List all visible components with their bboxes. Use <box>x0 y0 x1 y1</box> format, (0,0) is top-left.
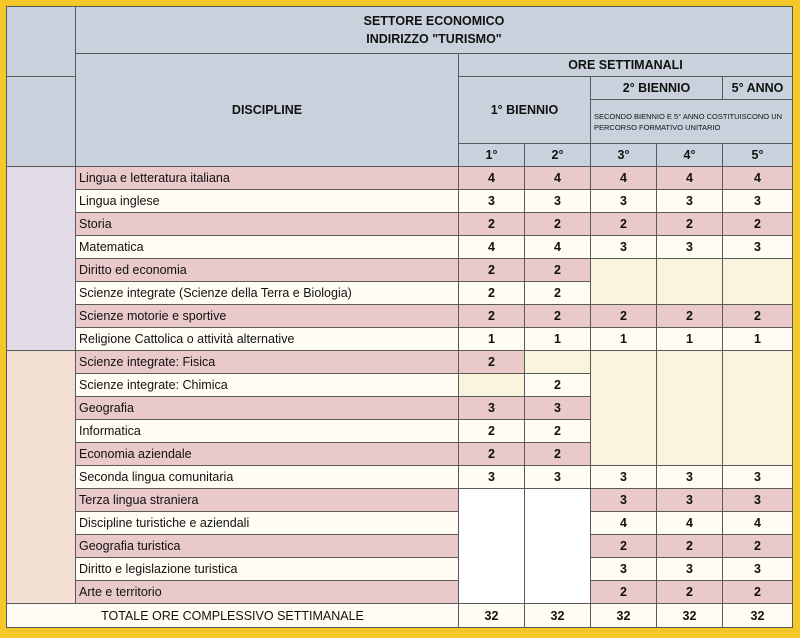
hours-cell: 4 <box>459 236 525 259</box>
subject-name: Discipline turistiche e aziendali <box>76 512 459 535</box>
hours-cell: 2 <box>525 259 591 282</box>
subject-name: Geografia <box>76 397 459 420</box>
hours-cell: 2 <box>657 305 723 328</box>
hours-cell: 2 <box>525 420 591 443</box>
hours-cell: 3 <box>525 466 591 489</box>
group-specifici <box>7 351 76 604</box>
subject-name: Lingua e letteratura italiana <box>76 167 459 190</box>
hours-cell: 3 <box>591 190 657 213</box>
subject-name: Scienze integrate (Scienze della Terra e Biologia) <box>76 282 459 305</box>
discipline-header: DISCIPLINE <box>76 54 459 167</box>
hours-cell: 2 <box>525 282 591 305</box>
hours-cell: 2 <box>459 351 525 374</box>
hours-cell: 3 <box>591 236 657 259</box>
subject-name: Informatica <box>76 420 459 443</box>
year-4: 4° <box>657 144 723 167</box>
hours-cell: 2 <box>459 420 525 443</box>
hours-cell: 3 <box>657 489 723 512</box>
hours-cell: 2 <box>459 259 525 282</box>
hours-cell: 4 <box>657 512 723 535</box>
year-3: 3° <box>591 144 657 167</box>
empty-cell <box>723 259 793 305</box>
total-cell: 32 <box>657 604 723 628</box>
hours-cell: 2 <box>723 581 793 604</box>
empty-cell <box>525 489 591 604</box>
hours-cell: 3 <box>657 190 723 213</box>
total-cell: 32 <box>525 604 591 628</box>
year-1: 1° <box>459 144 525 167</box>
hours-cell: 3 <box>657 466 723 489</box>
subject-name: Terza lingua straniera <box>76 489 459 512</box>
indirizzo-title: INDIRIZZO "TURISMO" <box>366 32 502 46</box>
hours-cell: 1 <box>591 328 657 351</box>
total-cell: 32 <box>459 604 525 628</box>
hours-cell: 2 <box>591 581 657 604</box>
hours-cell: 3 <box>459 466 525 489</box>
hours-cell: 4 <box>657 167 723 190</box>
hours-cell: 2 <box>459 213 525 236</box>
hours-cell: 2 <box>723 535 793 558</box>
subject-name: Scienze integrate: Fisica <box>76 351 459 374</box>
hours-cell: 1 <box>525 328 591 351</box>
hours-cell: 3 <box>591 489 657 512</box>
subject-name: Diritto ed economia <box>76 259 459 282</box>
hours-cell: 2 <box>459 305 525 328</box>
year-5: 5° <box>723 144 793 167</box>
hours-cell: 2 <box>459 282 525 305</box>
hours-cell: 2 <box>657 213 723 236</box>
empty-cell <box>459 374 525 397</box>
hours-cell: 2 <box>591 305 657 328</box>
ore-settimanali-header: ORE SETTIMANALI <box>459 54 793 77</box>
hours-cell: 4 <box>459 167 525 190</box>
subject-name: Lingua inglese <box>76 190 459 213</box>
hours-cell: 4 <box>723 167 793 190</box>
subject-name: Scienze integrate: Chimica <box>76 374 459 397</box>
curriculum-table-frame <box>6 6 792 632</box>
hours-cell: 4 <box>723 512 793 535</box>
empty-cell <box>591 351 657 466</box>
hours-cell: 3 <box>723 558 793 581</box>
table-title <box>76 7 793 54</box>
hours-cell: 3 <box>459 397 525 420</box>
hours-cell: 3 <box>657 558 723 581</box>
hours-cell: 3 <box>723 236 793 259</box>
hours-cell: 2 <box>525 374 591 397</box>
subject-name: Religione Cattolica o attività alternative <box>76 328 459 351</box>
blank-side-header <box>7 77 76 167</box>
hours-cell: 2 <box>459 443 525 466</box>
empty-cell <box>657 259 723 305</box>
biennio2-header: 2° BIENNIO <box>591 77 723 100</box>
corner-cell <box>7 7 76 77</box>
biennio1-header: 1° BIENNIO <box>459 77 591 144</box>
total-label: TOTALE ORE COMPLESSIVO SETTIMANALE <box>7 604 459 628</box>
hours-cell: 2 <box>525 305 591 328</box>
hours-cell: 2 <box>723 213 793 236</box>
hours-cell: 1 <box>459 328 525 351</box>
hours-cell: 4 <box>525 236 591 259</box>
hours-cell: 2 <box>657 535 723 558</box>
hours-cell: 2 <box>591 535 657 558</box>
subject-name: Economia aziendale <box>76 443 459 466</box>
hours-cell: 2 <box>525 213 591 236</box>
hours-cell: 1 <box>657 328 723 351</box>
subject-name: Arte e territorio <box>76 581 459 604</box>
hours-cell: 2 <box>657 581 723 604</box>
year-2: 2° <box>525 144 591 167</box>
settore-title: SETTORE ECONOMICO <box>363 14 505 28</box>
hours-cell: 3 <box>723 190 793 213</box>
hours-cell: 4 <box>591 167 657 190</box>
percorso-note: SECONDO BIENNIO E 5° ANNO COSTITUISCONO UN PERCORSO FORMATIVO UNITARIO <box>591 100 793 144</box>
hours-cell: 3 <box>591 558 657 581</box>
subject-name: Diritto e legislazione turistica <box>76 558 459 581</box>
subject-name: Scienze motorie e sportive <box>76 305 459 328</box>
hours-cell: 2 <box>723 305 793 328</box>
hours-cell: 3 <box>525 397 591 420</box>
hours-cell: 3 <box>525 190 591 213</box>
hours-cell: 1 <box>723 328 793 351</box>
hours-cell: 3 <box>723 489 793 512</box>
group-comuni <box>7 167 76 351</box>
total-cell: 32 <box>723 604 793 628</box>
curriculum-table <box>6 6 793 628</box>
empty-cell <box>525 351 591 374</box>
total-cell: 32 <box>591 604 657 628</box>
hours-cell: 3 <box>459 190 525 213</box>
empty-cell <box>459 489 525 604</box>
anno5-header: 5° ANNO <box>723 77 793 100</box>
hours-cell: 3 <box>591 466 657 489</box>
hours-cell: 2 <box>525 443 591 466</box>
hours-cell: 4 <box>591 512 657 535</box>
hours-cell: 3 <box>723 466 793 489</box>
subject-name: Storia <box>76 213 459 236</box>
empty-cell <box>657 351 723 466</box>
subject-name: Geografia turistica <box>76 535 459 558</box>
hours-cell: 2 <box>591 213 657 236</box>
hours-cell: 4 <box>525 167 591 190</box>
empty-cell <box>723 351 793 466</box>
hours-cell: 3 <box>657 236 723 259</box>
subject-name: Seconda lingua comunitaria <box>76 466 459 489</box>
empty-cell <box>591 259 657 305</box>
subject-name: Matematica <box>76 236 459 259</box>
